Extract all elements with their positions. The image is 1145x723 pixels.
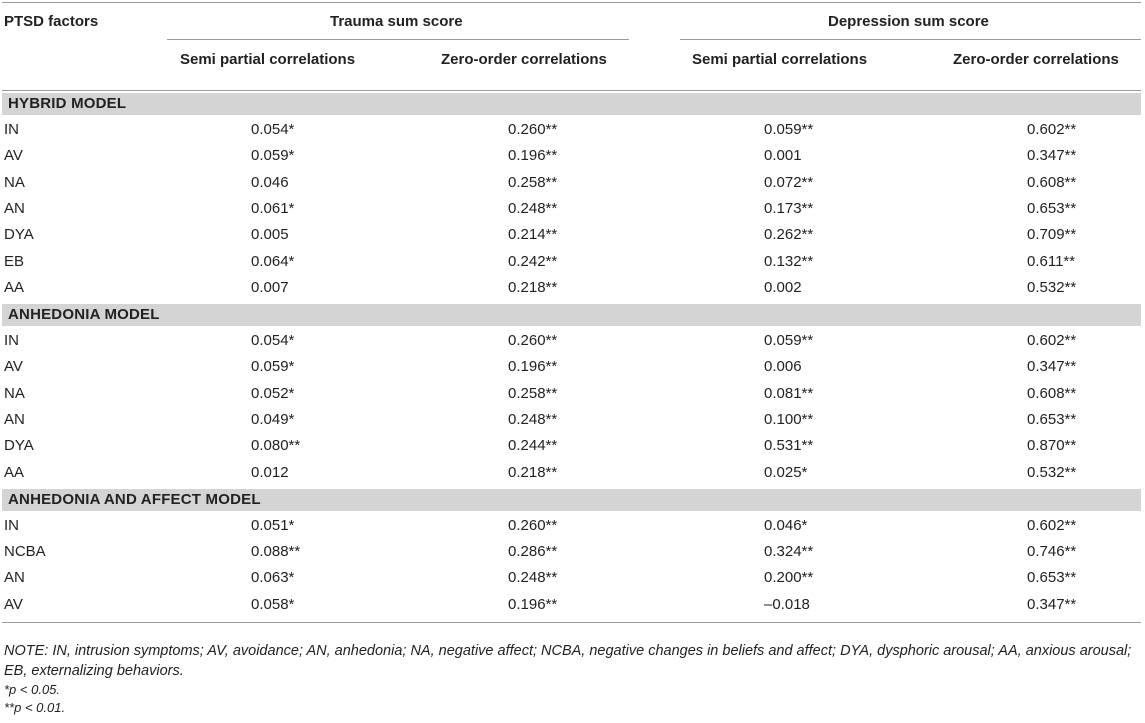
factor-cell: NCBA <box>4 543 46 560</box>
abbreviation-note: NOTE: IN, intrusion symptoms; AV, avoidance; AN, anhedonia; NA, negative affect; NCBA, negative changes in beliefs and affect; DYA, dysphoric arousal; AA, anxious arousal; EB, externalizing behaviors. <box>4 643 1132 679</box>
table-row <box>0 460 1145 486</box>
depression-semi-cell: 0.001 <box>764 147 802 164</box>
depression-zero-cell: 0.532** <box>1027 279 1077 296</box>
depression-semi-cell: 0.100** <box>764 411 814 428</box>
bottom-rule <box>2 622 1141 623</box>
depression-semi-cell: 0.173** <box>764 200 814 217</box>
factor-cell: AN <box>4 411 25 428</box>
factor-cell: AA <box>4 464 25 481</box>
trauma-semi-cell: 0.051* <box>251 517 295 534</box>
trauma-zero-cell: 0.242** <box>508 253 558 270</box>
depression-semi-cell: 0.324** <box>764 543 814 560</box>
table-row <box>0 196 1145 222</box>
trauma-zero-cell: 0.248** <box>508 569 558 586</box>
depression-semi-cell: 0.059** <box>764 332 814 349</box>
table-notes <box>4 641 1142 717</box>
depression-zero-cell: 0.602** <box>1027 332 1077 349</box>
table-row <box>0 275 1145 301</box>
trauma-zero-cell: 0.218** <box>508 464 558 481</box>
section-bar-anhedonia-affect-model <box>2 489 1141 511</box>
table-row <box>0 407 1145 433</box>
factor-cell: AV <box>4 147 23 164</box>
trauma-zero-cell: 0.248** <box>508 411 558 428</box>
trauma-semi-cell: 0.059* <box>251 358 295 375</box>
trauma-zero-cell: 0.214** <box>508 226 558 243</box>
depression-zero-cell: 0.608** <box>1027 174 1077 191</box>
trauma-zero-cell: 0.218** <box>508 279 558 296</box>
depression-zero-cell: 0.532** <box>1027 464 1077 481</box>
header-rule <box>2 90 1141 91</box>
depression-semi-cell: 0.200** <box>764 569 814 586</box>
section-title: ANHEDONIA MODEL <box>8 306 160 323</box>
trauma-semi-cell: 0.054* <box>251 121 295 138</box>
trauma-zero-cell: 0.258** <box>508 385 558 402</box>
factor-cell: IN <box>4 517 19 534</box>
trauma-semi-cell: 0.061* <box>251 200 295 217</box>
factor-cell: AN <box>4 200 25 217</box>
header-depression-zero-order: Zero-order correlations <box>953 51 1119 68</box>
table-row <box>0 539 1145 565</box>
depression-zero-cell: 0.870** <box>1027 437 1077 454</box>
significance-note-p01: **p < 0.01. <box>4 700 66 715</box>
depression-zero-cell: 0.602** <box>1027 121 1077 138</box>
trauma-zero-cell: 0.196** <box>508 596 558 613</box>
trauma-semi-cell: 0.054* <box>251 332 295 349</box>
trauma-semi-cell: 0.005 <box>251 226 289 243</box>
table-row <box>0 381 1145 407</box>
depression-semi-cell: 0.262** <box>764 226 814 243</box>
factor-cell: AV <box>4 358 23 375</box>
depression-semi-cell: –0.018 <box>764 596 810 613</box>
depression-zero-cell: 0.347** <box>1027 596 1077 613</box>
trauma-zero-cell: 0.260** <box>508 517 558 534</box>
trauma-semi-cell: 0.052* <box>251 385 295 402</box>
trauma-semi-cell: 0.080** <box>251 437 301 454</box>
depression-zero-cell: 0.347** <box>1027 147 1077 164</box>
factor-cell: EB <box>4 253 25 270</box>
depression-semi-cell: 0.081** <box>764 385 814 402</box>
header-depression-semi-partial: Semi partial correlations <box>692 51 868 68</box>
top-rule <box>2 2 1141 3</box>
table-row <box>0 249 1145 275</box>
header-trauma-zero-order: Zero-order correlations <box>441 51 607 68</box>
factor-cell: AN <box>4 569 25 586</box>
factor-cell: DYA <box>4 226 34 243</box>
trauma-semi-cell: 0.046 <box>251 174 289 191</box>
depression-semi-cell: 0.025* <box>764 464 808 481</box>
trauma-zero-cell: 0.244** <box>508 437 558 454</box>
depression-zero-cell: 0.709** <box>1027 226 1077 243</box>
trauma-zero-cell: 0.248** <box>508 200 558 217</box>
trauma-semi-cell: 0.012 <box>251 464 289 481</box>
trauma-semi-cell: 0.059* <box>251 147 295 164</box>
header-depression-sum-score: Depression sum score <box>828 13 989 30</box>
depression-semi-cell: 0.072** <box>764 174 814 191</box>
depression-zero-cell: 0.347** <box>1027 358 1077 375</box>
depression-zero-cell: 0.602** <box>1027 517 1077 534</box>
table-row <box>0 354 1145 380</box>
significance-note-p05: *p < 0.05. <box>4 682 61 697</box>
trauma-zero-cell: 0.196** <box>508 147 558 164</box>
header-ptsd-factors: PTSD factors <box>4 13 99 30</box>
depression-zero-cell: 0.653** <box>1027 569 1077 586</box>
section-title: ANHEDONIA AND AFFECT MODEL <box>8 491 261 508</box>
trauma-semi-cell: 0.088** <box>251 543 301 560</box>
trauma-zero-cell: 0.196** <box>508 358 558 375</box>
header-trauma-sum-score: Trauma sum score <box>330 13 463 30</box>
section-bar-hybrid-model <box>2 93 1141 115</box>
factor-cell: AA <box>4 279 25 296</box>
trauma-zero-cell: 0.258** <box>508 174 558 191</box>
depression-semi-cell: 0.046* <box>764 517 808 534</box>
table-row <box>0 222 1145 248</box>
depression-zero-cell: 0.746** <box>1027 543 1077 560</box>
trauma-semi-cell: 0.063* <box>251 569 295 586</box>
depression-zero-cell: 0.608** <box>1027 385 1077 402</box>
depression-zero-cell: 0.653** <box>1027 411 1077 428</box>
trauma-semi-cell: 0.058* <box>251 596 295 613</box>
table-row <box>0 117 1145 143</box>
factor-cell: DYA <box>4 437 34 454</box>
trauma-semi-cell: 0.007 <box>251 279 289 296</box>
section-bar-anhedonia-model <box>2 304 1141 326</box>
header-trauma-semi-partial: Semi partial correlations <box>180 51 356 68</box>
trauma-zero-cell: 0.260** <box>508 121 558 138</box>
depression-group-underline <box>680 39 1141 40</box>
factor-cell: NA <box>4 174 25 191</box>
depression-semi-cell: 0.006 <box>764 358 802 375</box>
trauma-zero-cell: 0.286** <box>508 543 558 560</box>
table-row <box>0 170 1145 196</box>
depression-semi-cell: 0.531** <box>764 437 814 454</box>
table-row <box>0 143 1145 169</box>
trauma-group-underline <box>167 39 629 40</box>
table-row <box>0 433 1145 459</box>
trauma-semi-cell: 0.049* <box>251 411 295 428</box>
factor-cell: AV <box>4 596 23 613</box>
table-row <box>0 565 1145 591</box>
factor-cell: NA <box>4 385 25 402</box>
factor-cell: IN <box>4 332 19 349</box>
depression-zero-cell: 0.653** <box>1027 200 1077 217</box>
trauma-zero-cell: 0.260** <box>508 332 558 349</box>
depression-semi-cell: 0.059** <box>764 121 814 138</box>
depression-semi-cell: 0.132** <box>764 253 814 270</box>
depression-zero-cell: 0.611** <box>1027 253 1076 270</box>
table-row <box>0 513 1145 539</box>
table-row <box>0 592 1145 618</box>
section-title: HYBRID MODEL <box>8 95 127 112</box>
depression-semi-cell: 0.002 <box>764 279 802 296</box>
factor-cell: IN <box>4 121 19 138</box>
table-row <box>0 328 1145 354</box>
trauma-semi-cell: 0.064* <box>251 253 295 270</box>
